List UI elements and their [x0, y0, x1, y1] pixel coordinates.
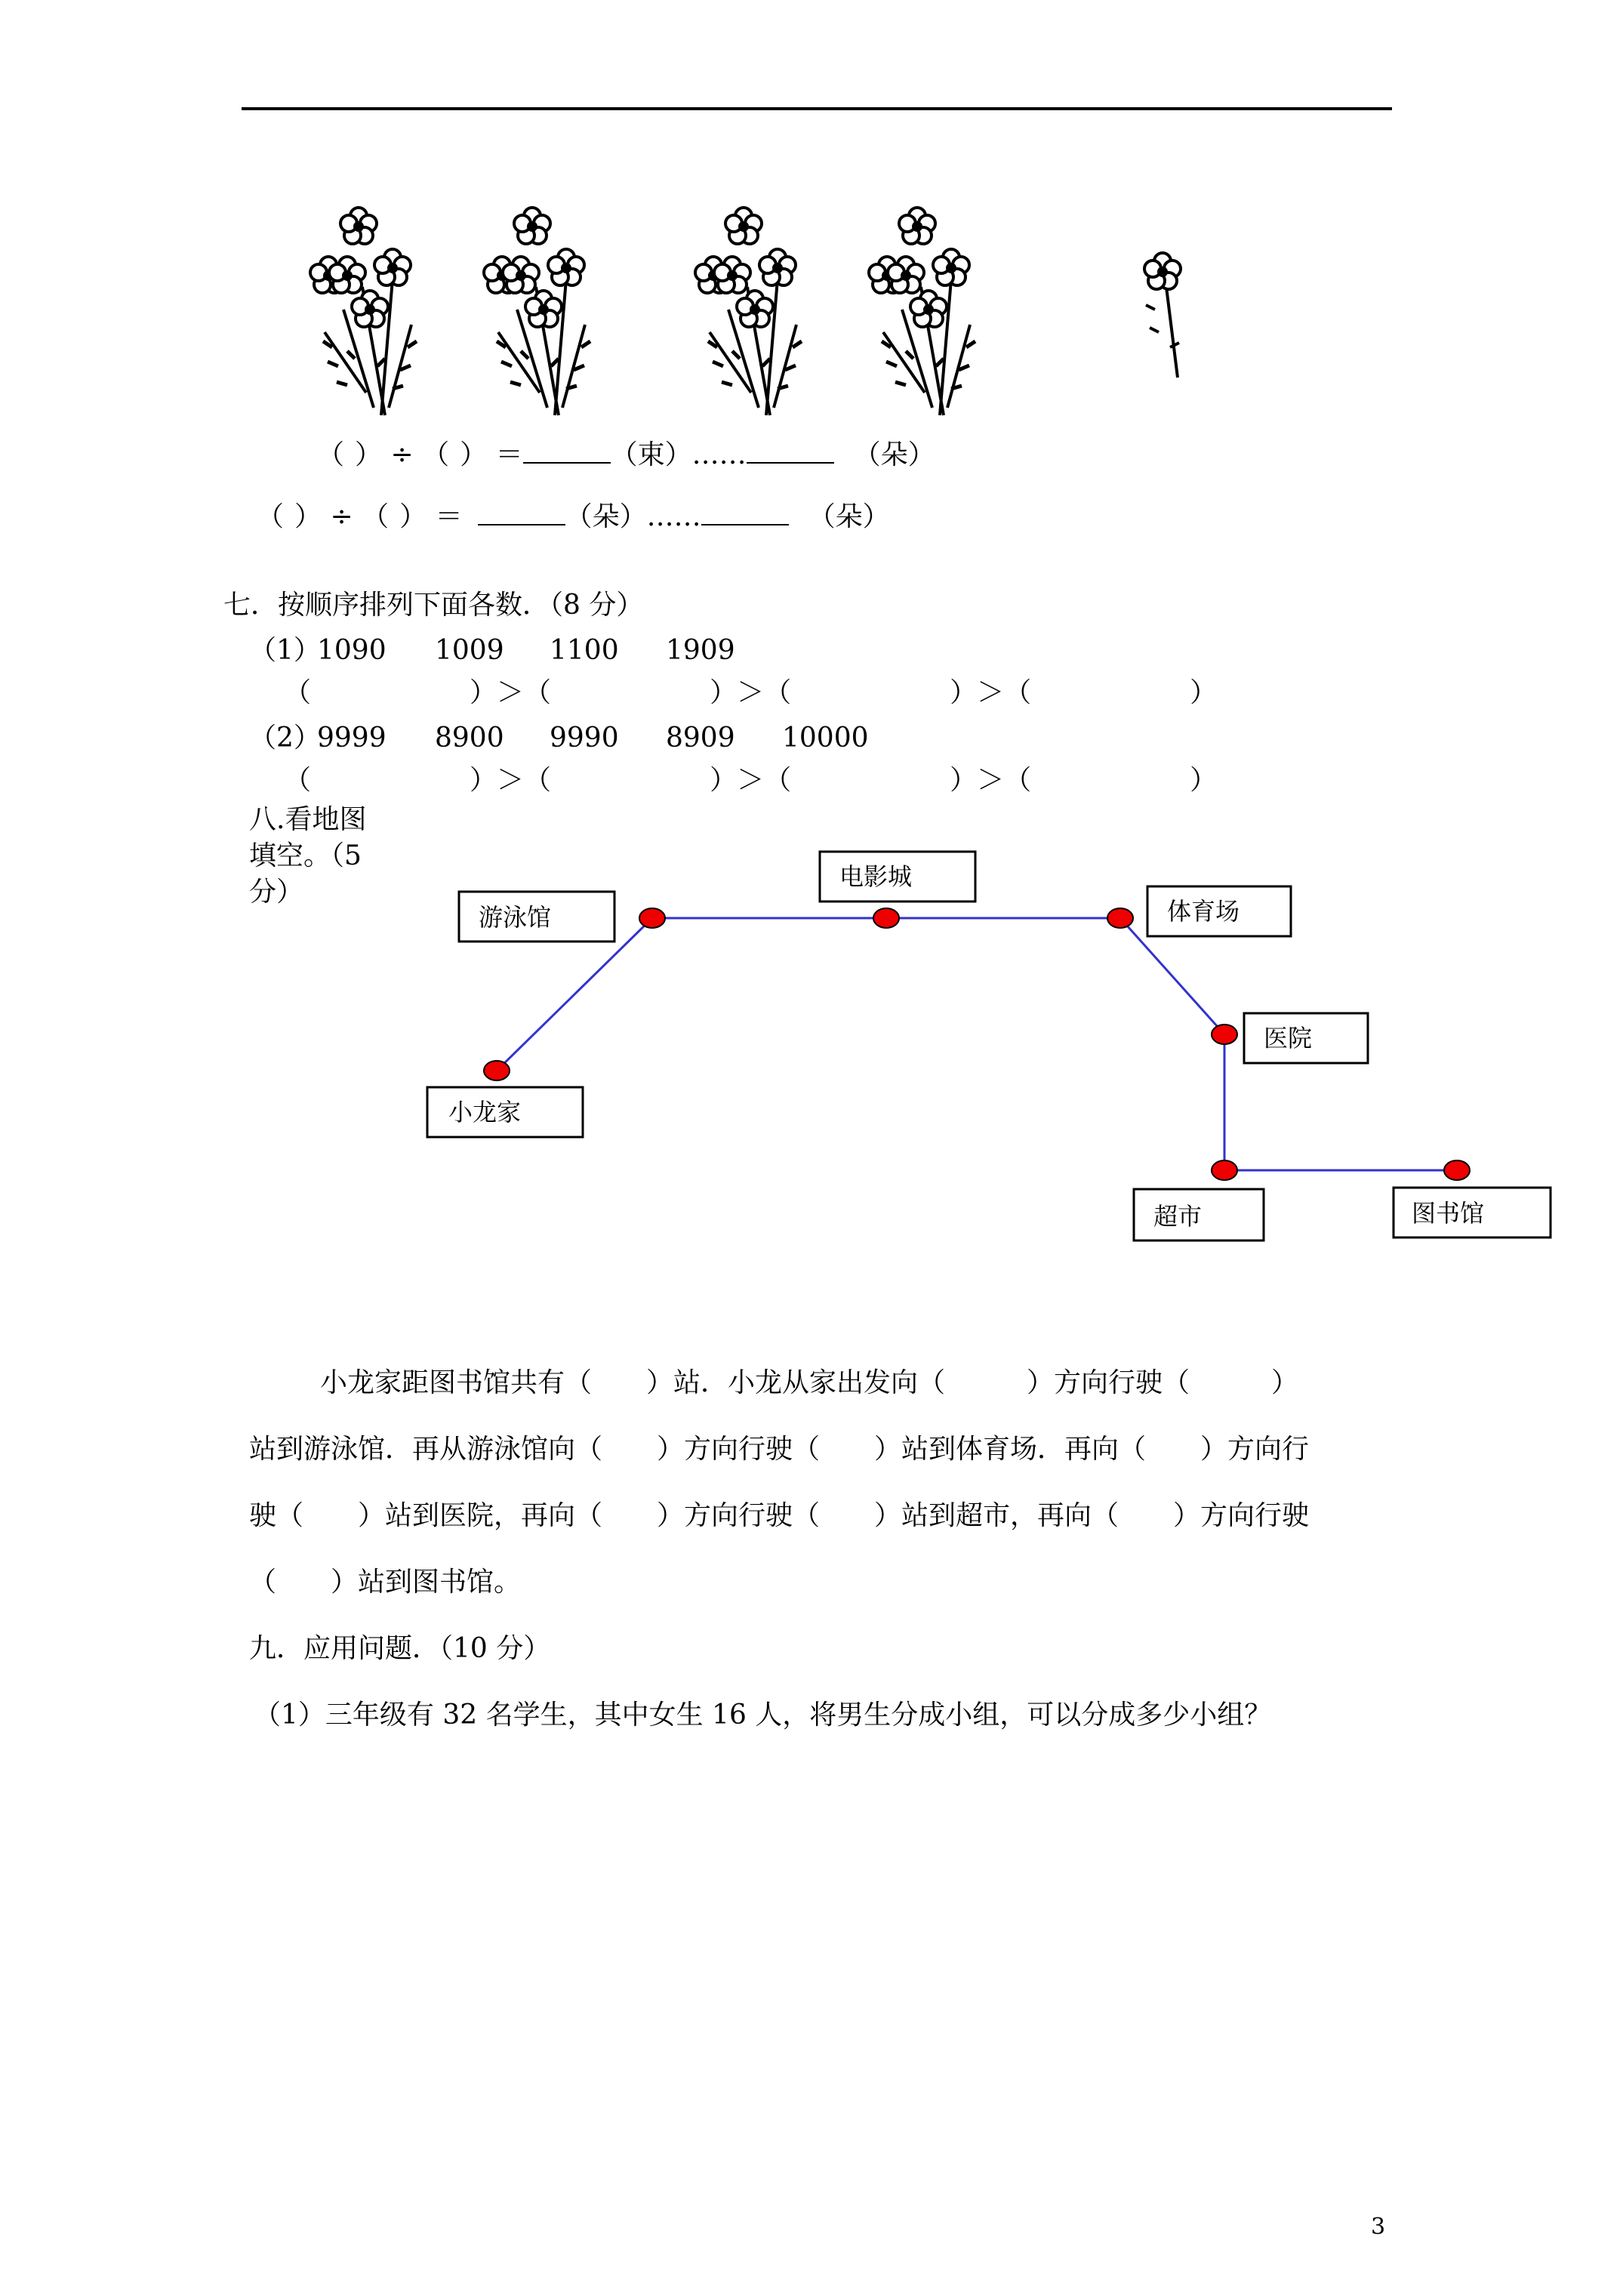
- number-item: 1009: [435, 635, 504, 666]
- node-stadium: [1107, 908, 1133, 928]
- stop-label: 超市: [1153, 1202, 1203, 1231]
- flower-equation-1: （ ） ÷ （ ） ＝ （束）…… （朵）: [317, 436, 935, 472]
- map-question-line-3: 驶（ ）站到医院，再向（ ）方向行驶（ ）站到超市，再向（ ）方向行驶: [249, 1500, 1310, 1531]
- section-9-question-1: （1）三年级有 32 名学生，其中女生 16 人，将男生分成小组，可以分成多少小组？: [254, 1700, 1272, 1730]
- section-8-title-1: 八.看地图: [249, 804, 367, 835]
- stop-label: 电影城: [839, 862, 913, 891]
- number-item: 1100: [550, 635, 619, 666]
- order-row-1: （ ）＞（ ）＞（ ）＞（ ）: [284, 677, 1218, 708]
- node-cinema: [873, 908, 899, 928]
- number-item: 9999: [317, 723, 387, 754]
- number-item: 9990: [550, 723, 619, 754]
- section-7-q2-label: （2）: [249, 723, 321, 754]
- number-item: 8909: [666, 723, 735, 754]
- number-item: 1090: [317, 635, 387, 666]
- node-swimming-pool: [639, 908, 665, 928]
- node-hospital: [1212, 1025, 1237, 1044]
- stop-label: 游泳馆: [479, 903, 552, 932]
- section-8-title-3: 分）: [249, 877, 304, 908]
- node-supermarket: [1212, 1160, 1237, 1180]
- stop-label: 图书馆: [1412, 1199, 1485, 1228]
- map-question-line-4: （ ）站到图书馆。: [249, 1567, 522, 1598]
- section-8-title-2: 填空。（5: [249, 840, 362, 871]
- number-item: 10000: [782, 723, 869, 754]
- flower-equation-2: （ ） ÷ （ ） ＝ （朵）…… （朵）: [257, 498, 890, 534]
- section-7-q1-label: （1）: [249, 635, 321, 666]
- section-7-title: 七．按顺序排列下面各数．（8 分）: [223, 590, 644, 621]
- map-question-line-2: 站到游泳馆．再从游泳馆向（ ）方向行驶（ ）站到体育场．再向（ ）方向行: [249, 1434, 1310, 1465]
- stop-label: 体育场: [1167, 897, 1240, 926]
- stop-label: 医院: [1264, 1024, 1313, 1052]
- map-question-line-1: 小龙家距图书馆共有（ ）站．小龙从家出发向（ ）方向行驶（ ）: [320, 1367, 1299, 1398]
- order-row-2: （ ）＞（ ）＞（ ）＞（ ）: [284, 765, 1218, 796]
- page-number: 3: [1371, 2214, 1386, 2240]
- section-9-title: 九．应用问题．（10 分）: [249, 1633, 551, 1664]
- stop-label: 小龙家: [448, 1098, 522, 1126]
- node-library: [1444, 1160, 1470, 1180]
- number-item: 1909: [666, 635, 735, 666]
- node-home: [484, 1061, 510, 1080]
- number-item: 8900: [435, 723, 504, 754]
